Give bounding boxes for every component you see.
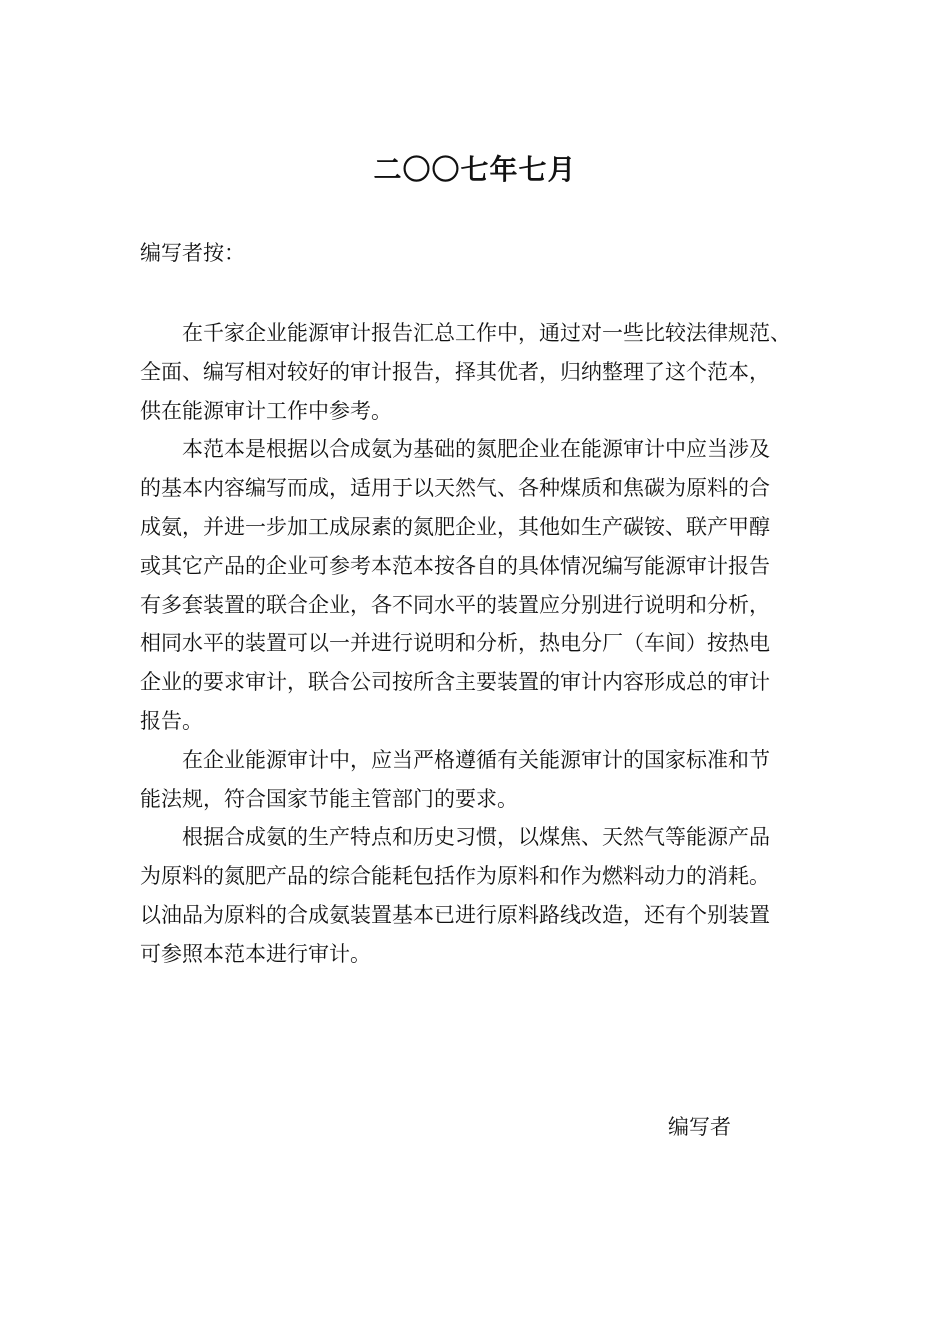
paragraph-2 [140,430,818,740]
preface-heading: 编写者按： [140,241,245,265]
paragraph-line: 根据合成氨的生产特点和历史习惯，以煤焦、天然气等能源产品 [182,825,770,850]
paragraph-line: 供在能源审计工作中参考。 [140,398,392,423]
paragraph-line: 有多套装置的联合企业，各不同水平的装置应分别进行说明和分析， [140,592,770,617]
paragraph-line: 企业的要求审计，联合公司按所含主要装置的审计内容形成总的审计 [140,670,770,695]
paragraph-line: 或其它产品的企业可参考本范本按各自的具体情况编写能源审计报告 [140,553,770,578]
signature: 编写者 [668,1115,731,1139]
paragraph-4 [140,818,818,973]
paragraph-line: 为原料的氮肥产品的综合能耗包括作为原料和作为燃料动力的消耗。 [140,864,770,889]
paragraph-line: 的基本内容编写而成，适用于以天然气、各种煤质和焦碳为原料的合 [140,476,770,501]
paragraph-line: 全面、编写相对较好的审计报告，择其优者，归纳整理了这个范本， [140,359,770,384]
paragraph-line: 在企业能源审计中，应当严格遵循有关能源审计的国家标准和节 [182,747,770,772]
preface-body [140,314,818,974]
paragraph-3 [140,741,818,819]
paragraph-line: 可参照本范本进行审计。 [140,941,371,966]
date-title: 二〇〇七年七月 [373,153,577,186]
paragraph-line: 成氨，并进一步加工成尿素的氮肥企业，其他如生产碳铵、联产甲醇 [140,514,770,539]
paragraph-line: 本范本是根据以合成氨为基础的氮肥企业在能源审计中应当涉及 [182,437,770,462]
paragraph-1 [140,314,818,430]
paragraph-line: 相同水平的装置可以一并进行说明和分析，热电分厂（车间）按热电 [140,631,770,656]
paragraph-line: 报告。 [140,708,203,733]
paragraph-line: 在千家企业能源审计报告汇总工作中，通过对一些比较法律规范、 [182,321,791,345]
paragraph-line: 能法规，符合国家节能主管部门的要求。 [140,786,518,811]
paragraph-line: 以油品为原料的合成氨装置基本已进行原料路线改造，还有个别装置 [140,902,770,927]
